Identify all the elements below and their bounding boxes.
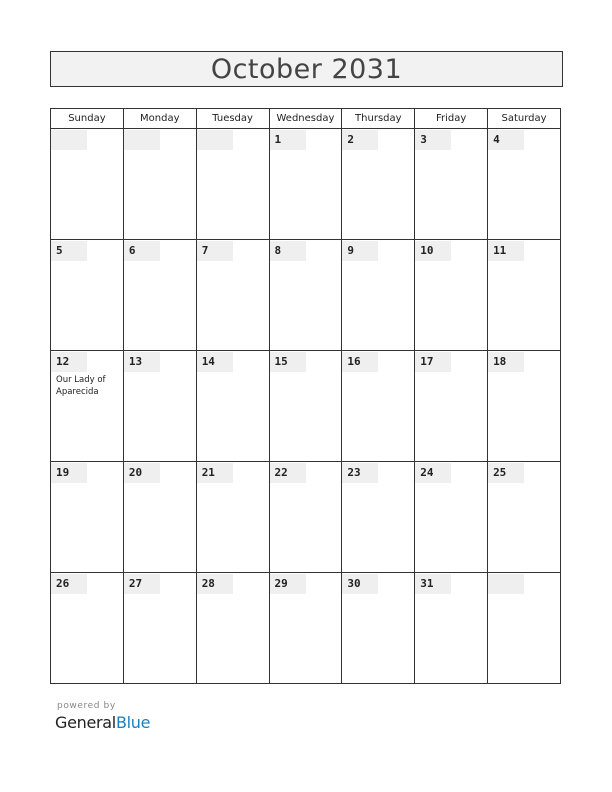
calendar-day-cell [488,462,561,573]
day-number: 2 [342,130,378,150]
calendar-day-cell [51,462,124,573]
day-number: 12 [51,352,87,372]
weekday-header: Thursday [342,109,415,129]
day-number: 3 [415,130,451,150]
calendar-day-cell [123,351,196,462]
day-number: 28 [197,574,233,594]
calendar-body [51,129,561,684]
calendar-day-cell [196,129,269,240]
calendar-day-cell [123,129,196,240]
calendar-day-cell [269,129,342,240]
day-number: 22 [270,463,306,483]
calendar-day-cell [123,240,196,351]
day-number: 29 [270,574,306,594]
weekday-header-row [51,109,561,129]
day-number: 24 [415,463,451,483]
day-number: 19 [51,463,87,483]
day-number: 30 [342,574,378,594]
day-number: 13 [124,352,160,372]
brand-logo-part1: General [55,713,116,732]
weekday-header: Sunday [51,109,124,129]
day-number: 8 [270,241,306,261]
calendar-day-cell [415,129,488,240]
day-number: 7 [197,241,233,261]
powered-by-text: powered by [57,701,116,711]
calendar-day-cell [269,573,342,684]
calendar-week-row [51,573,561,684]
day-number: 21 [197,463,233,483]
day-number: 31 [415,574,451,594]
day-number [124,130,160,150]
day-number: 11 [488,241,524,261]
day-number [51,130,87,150]
calendar-week-row [51,351,561,462]
calendar-day-cell [342,351,415,462]
day-number: 23 [342,463,378,483]
calendar-day-cell [488,573,561,684]
calendar-day-cell [269,240,342,351]
day-number: 5 [51,241,87,261]
day-number [488,574,524,594]
weekday-header: Monday [123,109,196,129]
calendar-day-cell [196,573,269,684]
calendar-day-cell [415,240,488,351]
calendar-day-cell [342,573,415,684]
calendar-day-cell [269,351,342,462]
calendar-week-row [51,129,561,240]
day-number [197,130,233,150]
calendar-day-cell [51,351,124,462]
brand-logo-part2: Blue [115,713,151,732]
calendar-day-cell [51,240,124,351]
holiday-label: Our Lady of Aparecida [56,375,106,397]
day-number: 27 [124,574,160,594]
day-number: 14 [197,352,233,372]
calendar-day-cell [488,351,561,462]
calendar-day-cell [342,462,415,573]
day-number: 9 [342,241,378,261]
calendar-day-cell [123,573,196,684]
calendar-title-box [50,51,563,87]
calendar-day-cell [196,462,269,573]
calendar-day-cell [123,462,196,573]
calendar-day-cell [269,462,342,573]
calendar-week-row [51,240,561,351]
day-number: 25 [488,463,524,483]
day-number: 10 [415,241,451,261]
calendar-day-cell [488,129,561,240]
weekday-header: Tuesday [196,109,269,129]
weekday-header: Friday [415,109,488,129]
calendar-day-cell [342,240,415,351]
day-number: 26 [51,574,87,594]
day-number: 1 [270,130,306,150]
calendar-day-cell [51,573,124,684]
calendar-grid [50,108,561,684]
day-number: 17 [415,352,451,372]
calendar-day-cell [196,240,269,351]
weekday-header: Wednesday [269,109,342,129]
day-number: 16 [342,352,378,372]
day-number: 18 [488,352,524,372]
calendar-day-cell [196,351,269,462]
brand-logo [55,713,150,732]
calendar-week-row [51,462,561,573]
day-number: 6 [124,241,160,261]
calendar-day-cell [415,573,488,684]
day-number: 15 [270,352,306,372]
calendar-day-cell [415,462,488,573]
day-number: 20 [124,463,160,483]
calendar-day-cell [415,351,488,462]
day-number: 4 [488,130,524,150]
calendar-title: October 2031 [210,53,403,85]
weekday-header: Saturday [488,109,561,129]
calendar-day-cell [342,129,415,240]
calendar-day-cell [488,240,561,351]
calendar-day-cell [51,129,124,240]
